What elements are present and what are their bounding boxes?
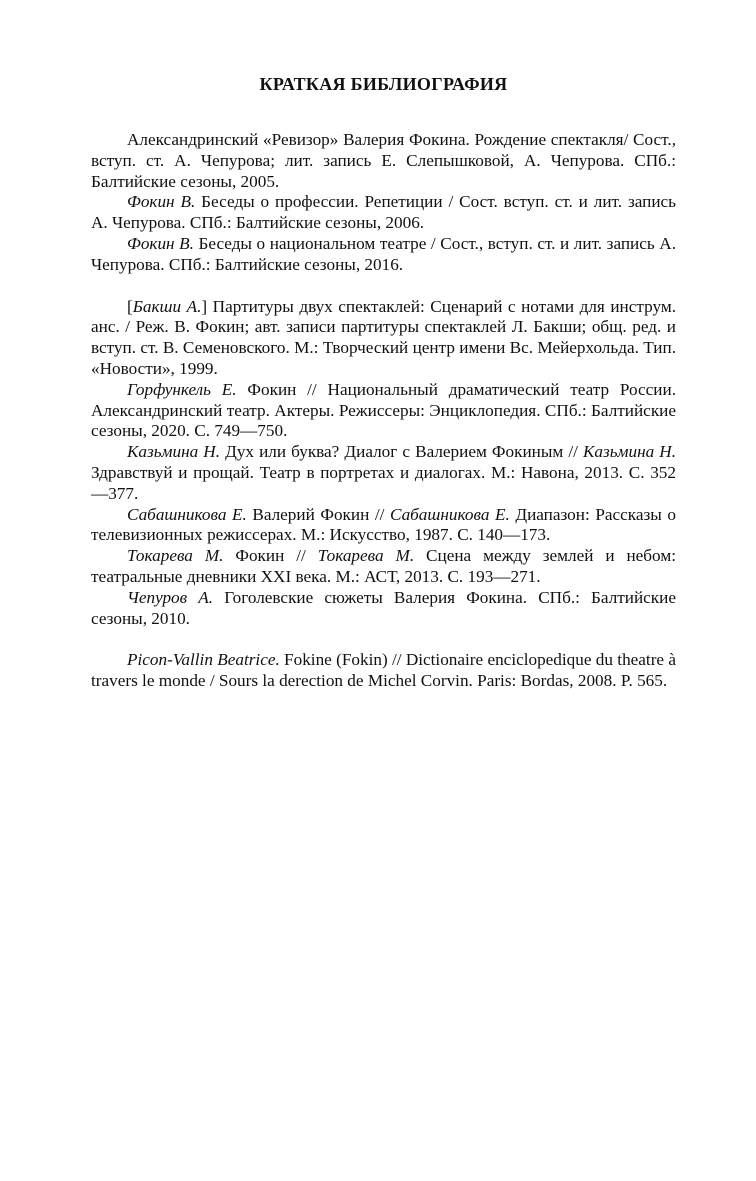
bibliography-page: [91, 72, 676, 713]
entry-author: Фокин В.: [127, 233, 194, 253]
bibliography-entry: [91, 234, 676, 276]
entry-author: Токарева М.: [127, 546, 224, 566]
section-foreign: [91, 650, 676, 692]
entry-text: Александринский «Ревизор» Валерия Фокина. Рождение спектакля/ Сост., вступ. ст. А. Чепурова; лит. запись Е. Слепышковой, А. Чепурова. СПб.: Балтийские сезоны, 2005.: [91, 130, 676, 191]
entry-author: Фокин В.: [127, 192, 196, 212]
entry-author: Горфункель Е.: [127, 379, 237, 399]
entry-text: Беседы о национальном театре / Сост., вступ. ст. и лит. запись А. Чепурова. СПб.: Балтийские сезоны, 2016.: [91, 233, 676, 274]
bibliography-entry: [91, 546, 676, 588]
entry-text: Fokine (Fokin) // Dictionaire enciclopedique du theatre à travers le monde / Sours la derection de Michel Corvin. Paris: Bordas, 2008. P. 565.: [91, 650, 676, 691]
section-russian-books: [91, 130, 676, 276]
bibliography-entry: [91, 380, 676, 442]
entry-text: Гоголевские сюжеты Валерия Фокина. СПб.: Балтийские сезоны, 2010.: [91, 587, 676, 628]
entry-text: Беседы о профессии. Репетиции / Сост. вступ. ст. и лит. запись А. Чепурова. СПб.: Балтийские сезоны, 2006.: [91, 192, 677, 233]
bibliography-entry: [91, 130, 676, 192]
entry-text-2: Здравствуй и прощай. Театр в портретах и диалогах. М.: Навона, 2013. С. 352—377.: [91, 462, 676, 503]
entry-author: Бакши А.: [132, 296, 202, 316]
entry-author-2: Токарева М.: [317, 546, 415, 566]
section-articles: [91, 297, 676, 630]
entry-text: Дух или буква? Диалог с Валерием Фокиным //: [220, 442, 583, 462]
bibliography-entry: [91, 505, 676, 547]
entry-author-2: Казьмина Н.: [582, 442, 676, 462]
bibliography-entry: [91, 588, 676, 630]
entry-text: Фокин // Национальный драматический театр России. Александринский театр. Актеры. Режиссеры: Энциклопедия. СПб.: Балтийские сезоны, 2020. С. 749—750.: [91, 379, 676, 441]
entry-text-2: Диапазон: Рассказы о телевизионных режиссерах. М.: Искусство, 1987. С. 140—173.: [91, 504, 676, 545]
entry-text: Фокин //: [223, 546, 318, 566]
entry-author: Чепуров А.: [127, 587, 214, 607]
entry-text-2: Сцена между землей и небом: театральные дневники XXI века. М.: АСТ, 2013. С. 193—271.: [91, 546, 676, 586]
entry-author: Picon-Vallin Beatrice.: [127, 650, 280, 670]
bibliography-entry: [91, 650, 676, 692]
entry-author-2: Сабашникова Е.: [389, 504, 510, 524]
page-title: КРАТКАЯ БИБЛИОГРАФИЯ: [259, 74, 508, 94]
bibliography-entry: [91, 297, 676, 380]
bibliography-entry: [91, 192, 676, 234]
entry-author: Сабашникова Е.: [127, 504, 247, 524]
entry-text: Валерий Фокин //: [246, 504, 390, 524]
entry-text: ] Партитуры двух спектаклей: Сценарий с нотами для инструм. анс. / Реж. В. Фокин; авт. записи партитуры спектаклей Л. Бакши; общ. ред. и вступ. ст. В. Семеновского. М.: Творческий центр имени Вс. Мейерхольда. Тип. «Новости», 1999.: [91, 296, 676, 378]
bibliography-entry: [91, 442, 676, 504]
entry-author: Казьмина Н.: [127, 442, 221, 462]
entry-prefix: [: [127, 296, 133, 316]
